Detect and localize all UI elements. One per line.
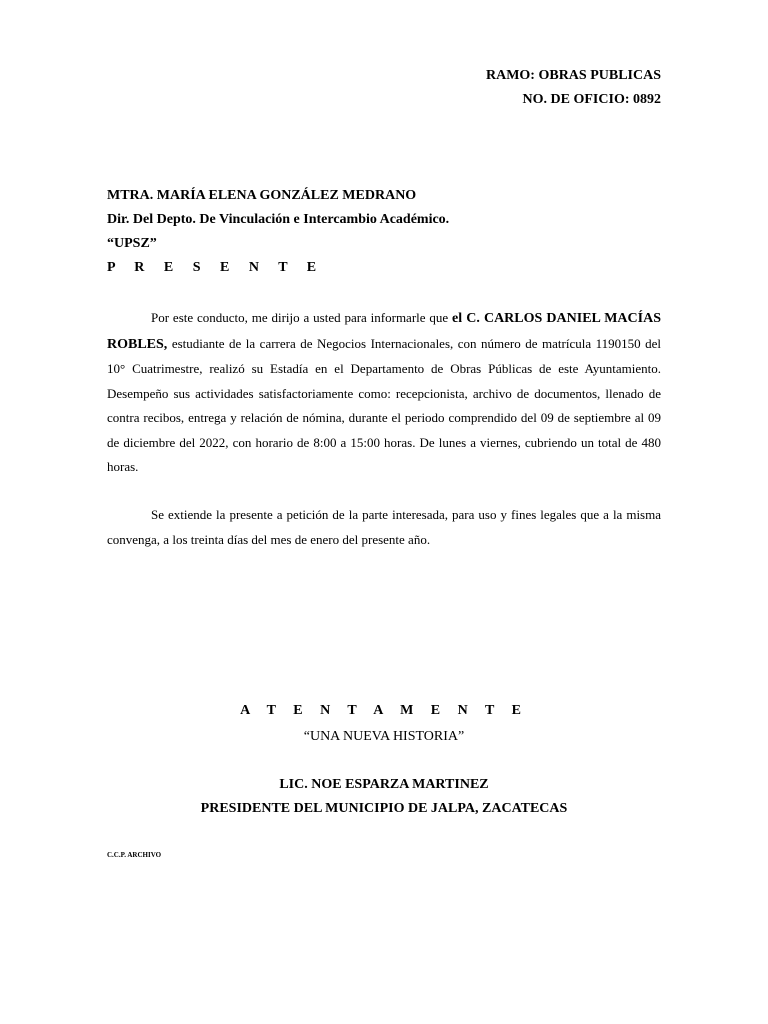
signer-name: LIC. NOE ESPARZA MARTINEZ [279,777,489,792]
recipient-block [107,184,449,280]
atentamente-heading: A T E N T A M E N T E [240,703,528,718]
ramo-label: RAMO: OBRAS PUBLICAS [485,68,661,83]
body-paragraph-1 [107,306,661,480]
recipient-name: MTRA. MARÍA ELENA GONZÁLEZ MEDRANO [107,188,417,203]
presente-heading: P R E S E N T E [107,260,325,275]
signer-title: PRESIDENTE DEL MUNICIPIO DE JALPA, ZACATECAS [200,801,568,816]
document-header [486,64,661,112]
para1-intro: Por este conducto, me dirijo a usted para informarle que [151,310,453,325]
oficio-number: NO. DE OFICIO: 0892 [522,92,661,107]
body-paragraph-2: Se extiende la presente a petición de la parte interesada, para uso y fines legales que a la misma convenga, a los treinta días del mes de enero del presente año. [107,507,661,547]
para1-rest: estudiante de la carrera de Negocios Internacionales, con número de matrícula 1190150 del 10° Cuatrimestre, realizó su Estadía en el Departamento de Obras Públicas de este Ayuntamiento. Desempeño sus actividades satisfactoriamente como: recepcionista, archivo de documentos, llenado de contra recibos, entrega y relación de nómina, durante el periodo comprendido del 09 de septiembre al 09 de diciembre del 2022, con horario de 8:00 a 15:00 horas. De lunes a viernes, cubriendo un total de 480 horas. [107,335,661,474]
slogan: “UNA NUEVA HISTORIA” [303,729,465,744]
recipient-institution: “UPSZ” [107,236,157,251]
student-name: el C. CARLOS DANIEL MACÍAS ROBLES, [107,311,661,352]
ccp-note: C.C.P. ARCHIVO [107,851,162,859]
recipient-position: Dir. Del Depto. De Vinculación e Intercambio Académico. [107,212,450,227]
